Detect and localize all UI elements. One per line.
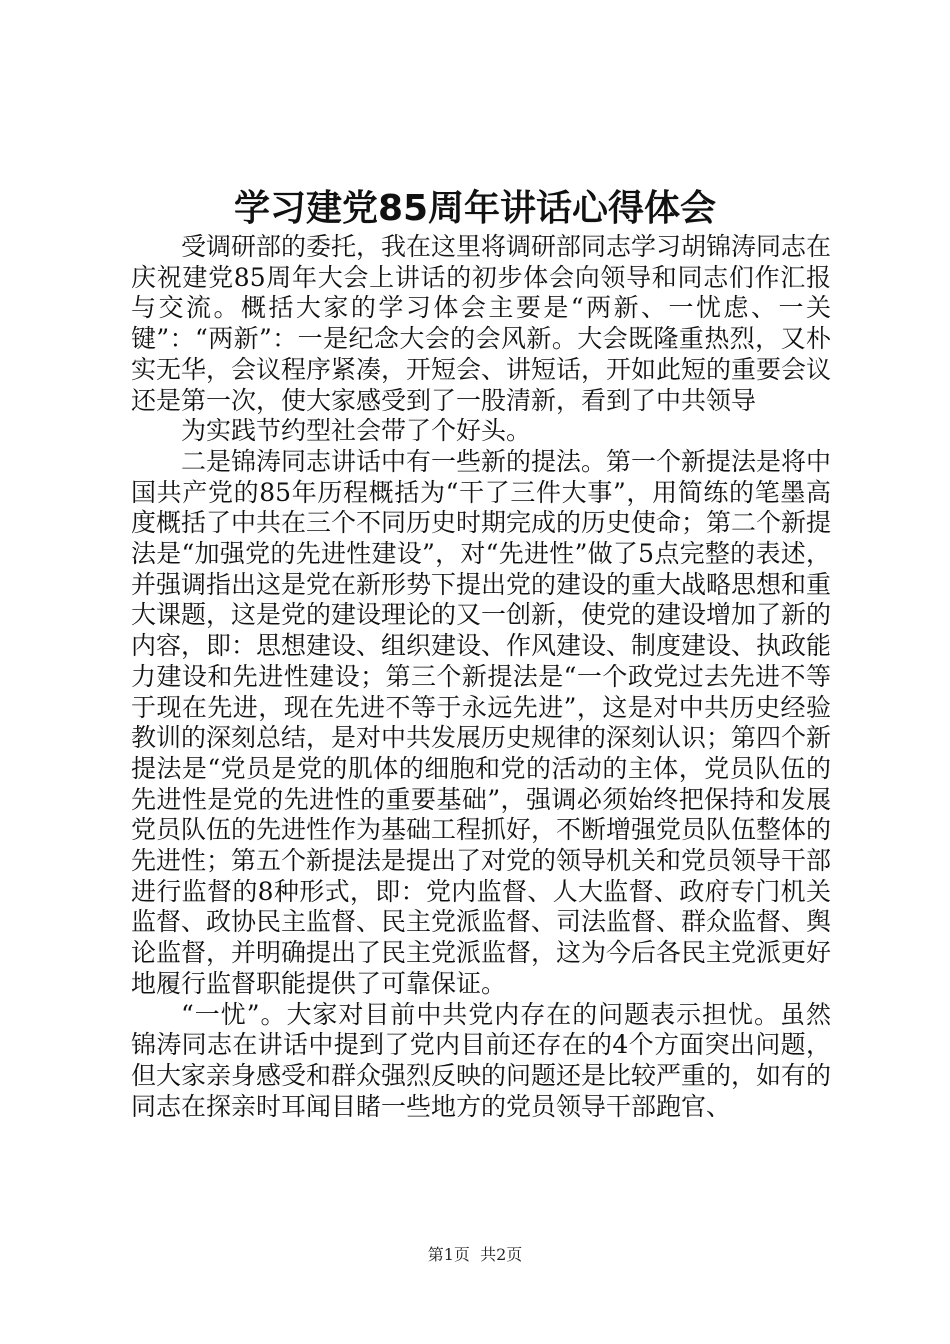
page-total: 共2页 [480, 1245, 523, 1264]
footer-gap [470, 1245, 480, 1264]
paragraph-3: 二是锦涛同志讲话中有一些新的提法。第一个新提法是将中国共产党的85年历程概括为“干了三件大事”，用简练的笔墨高度概括了中共在三个不同历史时期完成的历史使命；第二个新提法是“加强党的先进性建设”，对“先进性”做了5点完整的表述，并强调指出这是党在新形势下提出党的建设的重大战略思想和重大课题，这是党的建设理论的又一创新，使党的建设增加了新的内容，即：思想建设、组织建设、作风建设、制度建设、执政能力建设和先进性建设；第三个新提法是“一个政党过去先进不等于现在先进，现在先进不等于永远先进”，这是对中共历史经验教训的深刻总结，是对中共发展历史规律的深刻认识；第四个新提法是“党员是党的肌体的细胞和党的活动的主体，党员队伍的先进性是党的先进性的重要基础”，强调必须始终把保持和发展党员队伍的先进性作为基础工程抓好，不断增强党员队伍整体的先进性；第五个新提法是提出了对党的领导机关和党员领导干部进行监督的8种形式，即：党内监督、人大监督、政府专门机关监督、政协民主监督、民主党派监督、司法监督、群众监督、舆论监督，并明确提出了民主党派监督，这为今后各民主党派更好地履行监督职能提供了可靠保证。 [131, 446, 832, 998]
paragraph-2: 为实践节约型社会带了个好头。 [181, 416, 532, 446]
paragraph-1: 受调研部的委托，我在这里将调研部同志学习胡锦涛同志在庆祝建党85周年大会上讲话的初步体会向领导和同志们作汇报与交流。概括大家的学习体会主要是“两新、一忧虑、一关键”：“两新”：一是纪念大会的会风新。大会既隆重热烈，又朴实无华，会议程序紧凑，开短会、讲短话，开如此短的重要会议还是第一次，使大家感受到了一股清新，看到了中共领导 [131, 232, 832, 415]
page-footer [0, 1244, 950, 1266]
document-body [131, 232, 831, 1122]
page-number: 第1页 [427, 1245, 470, 1264]
document-title: 学习建党85周年讲话心得体会 [233, 188, 717, 229]
paragraph-4: “一忧”。大家对目前中共党内存在的问题表示担忧。虽然锦涛同志在讲话中提到了党内目前还存在的4个方面突出问题，但大家亲身感受和群众强烈反映的问题还是比较严重的，如有的同志在探亲时耳闻目睹一些地方的党员领导干部跑官、 [131, 999, 832, 1121]
